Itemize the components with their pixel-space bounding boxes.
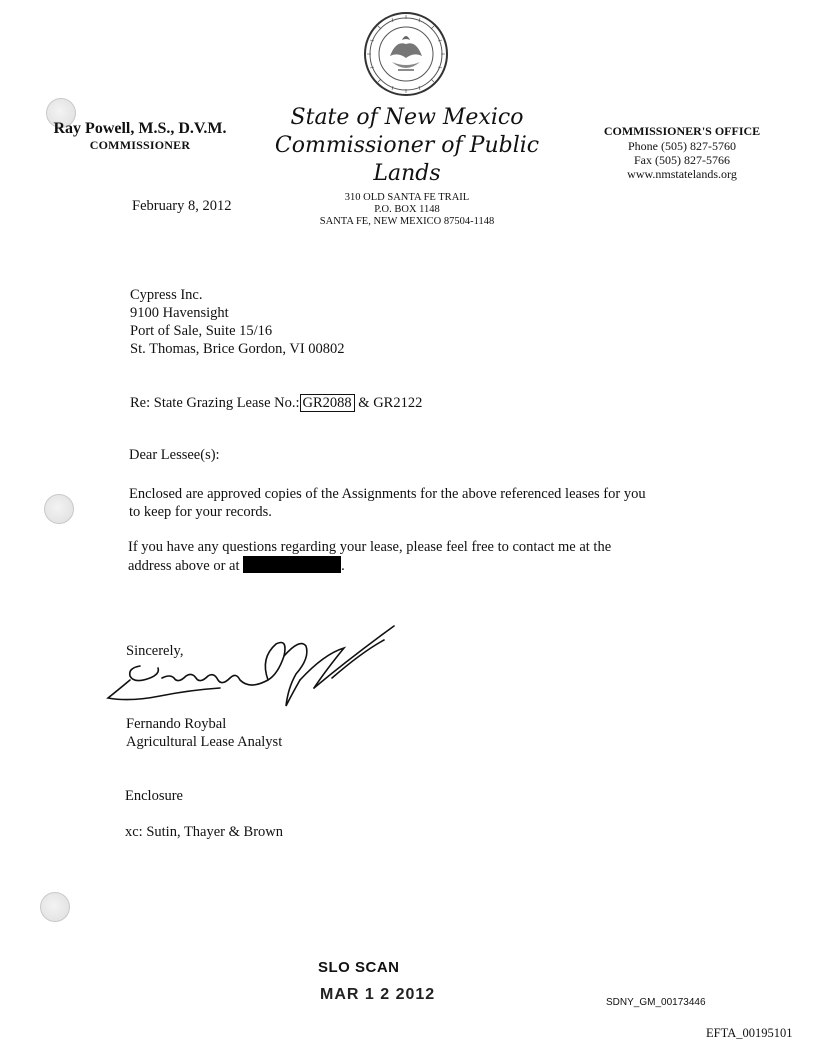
letterhead: [262, 104, 552, 228]
address-line-3: SANTA FE, NEW MEXICO 87504-1148: [319, 216, 495, 227]
lease-number-rest: & GR2122: [358, 395, 423, 411]
state-seal-icon: [362, 10, 450, 98]
closing: Sincerely,: [126, 643, 184, 659]
letter-date: February 8, 2012: [132, 198, 232, 214]
office-fax: Fax (505) 827-5766: [634, 153, 730, 167]
paragraph-2-line: address above or at: [128, 558, 240, 574]
subject-prefix: Re: State Grazing Lease No.:: [130, 395, 300, 411]
recipient-line: St. Thomas, Brice Gordon, VI 00802: [130, 341, 345, 357]
recipient-line: Port of Sale, Suite 15/16: [130, 323, 273, 339]
office-website: www.nmstatelands.org: [627, 167, 737, 181]
recipient-address: [130, 286, 345, 358]
paragraph-2-line: If you have any questions regarding your lease, please feel free to contact me at the: [128, 539, 612, 555]
office-block: [592, 124, 772, 181]
office-title: COMMISSIONER'S OFFICE: [603, 124, 761, 138]
paragraph-1-line: Enclosed are approved copies of the Assignments for the above referenced leases for you: [129, 486, 646, 502]
office-phone: Phone (505) 827-5760: [628, 139, 736, 153]
agency-line-2: Commissioner of Public Lands: [274, 133, 540, 186]
enclosure-note: Enclosure: [125, 788, 183, 804]
address-line-1: 310 OLD SANTA FE TRAIL: [344, 192, 470, 203]
paragraph-1-line: to keep for your records.: [129, 504, 272, 520]
signer-title: Agricultural Lease Analyst: [126, 734, 283, 750]
handwritten-signature: [100, 618, 400, 718]
signer-name: Fernando Roybal: [126, 716, 227, 732]
commissioner-title: COMMISSIONER: [89, 138, 191, 152]
paragraph-1: [129, 485, 646, 521]
recipient-line: 9100 Havensight: [130, 305, 229, 321]
scan-stamp-date: MAR 1 2 2012: [320, 986, 436, 1003]
agency-line-1: State of New Mexico: [290, 105, 524, 130]
bates-number: SDNY_GM_00173446: [606, 997, 706, 1008]
cc-line: xc: Sutin, Thayer & Brown: [125, 824, 284, 840]
subject-line: [130, 394, 422, 412]
efta-number: EFTA_00195101: [706, 1026, 793, 1040]
commissioner-name: Ray Powell, M.S., D.V.M.: [53, 120, 227, 137]
paragraph-2: If you have any questions regarding your lease, please feel free to contact me at the address above or at .: [128, 539, 612, 574]
redaction-block: [243, 556, 341, 573]
signer-block: [126, 715, 282, 751]
commissioner-block: [40, 120, 240, 153]
recipient-line: Cypress Inc.: [130, 287, 203, 303]
salutation: Dear Lessee(s):: [129, 447, 220, 463]
lease-number-boxed: GR2088: [300, 394, 355, 412]
address-line-2: P.O. BOX 1148: [374, 204, 440, 215]
hole-punch-middle: [44, 494, 74, 524]
hole-punch-bottom: [40, 892, 70, 922]
scan-stamp-title: SLO SCAN: [318, 959, 400, 976]
